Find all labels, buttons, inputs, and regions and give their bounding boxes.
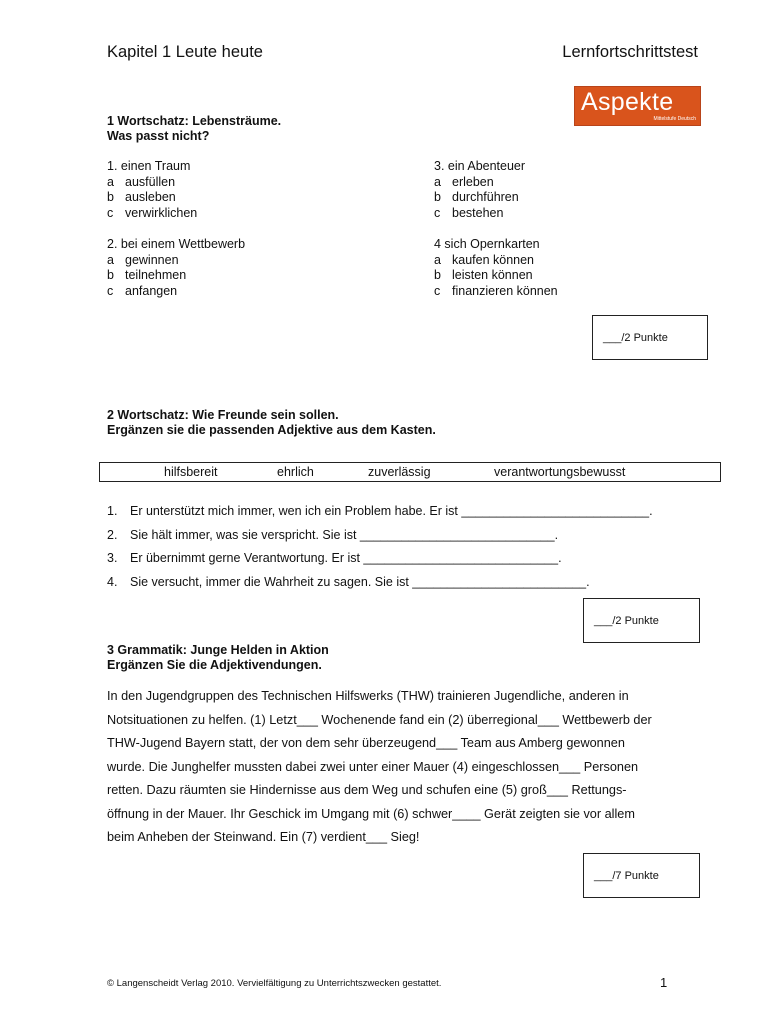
sentence-item[interactable]: 2. Sie hält immer, was sie verspricht. Sie ist ____________________________. — [107, 527, 559, 542]
points-box-section1 — [592, 315, 708, 360]
option-item[interactable]: a gewinnen — [107, 252, 179, 267]
section1-title — [107, 114, 281, 144]
points-label: ___/7 Punkte — [594, 869, 659, 882]
group-head: 1. einen Traum — [107, 159, 191, 173]
cloze-line: In den Jugendgruppen des Technischen Hilfswerks (THW) trainieren Jugendliche, anderen in — [107, 689, 629, 703]
option-item[interactable]: a kaufen können — [434, 252, 535, 267]
cloze-line: öffnung in der Mauer. Ihr Geschick im Umgang mit (6) schwer____ Gerät zeigten sie vor allem — [107, 806, 635, 821]
option-item[interactable]: b leisten können — [434, 268, 533, 283]
test-title: Lernfortschrittstest — [562, 43, 698, 61]
group-1 — [107, 159, 197, 221]
aspekte-logo — [574, 86, 701, 126]
cloze-line: retten. Dazu räumten sie Hindernisse aus dem Weg und schufen eine (5) groß___ Rettungs- — [107, 783, 627, 797]
points-box-section2 — [583, 598, 700, 643]
option-item[interactable]: a erleben — [434, 174, 494, 189]
option-item[interactable]: b durchführen — [434, 190, 519, 205]
cloze-line: THW-Jugend Bayern statt, der von dem sehr überzeugend___ Team aus Amberg gewonnen — [107, 736, 625, 750]
word-box-item: ehrlich — [277, 465, 314, 479]
cloze-line: beim Anheben der Steinwand. Ein (7) verdient___ Sieg! — [107, 830, 420, 844]
logo-subtitle: Mittelstufe Deutsch — [653, 116, 696, 122]
option-item[interactable]: c anfangen — [107, 283, 178, 298]
section3-title-line1: 3 Grammatik: Junge Helden in Aktion — [107, 643, 329, 657]
section3-title-line2: Ergänzen Sie die Adjektivendungen. — [107, 658, 322, 672]
section1-title-line1: 1 Wortschatz: Lebensträume. — [107, 114, 282, 128]
sentence-item[interactable]: 1. Er unterstützt mich immer, wen ich ein Problem habe. Er ist ___________________________. — [107, 504, 653, 518]
section2-title-line2: Ergänzen sie die passenden Adjektive aus dem Kasten. — [107, 423, 436, 437]
copyright-footer: © Langenscheidt Verlag 2010. Vervielfältigung zu Unterrichtszwecken gestattet. — [107, 978, 442, 989]
section2-title — [107, 408, 436, 438]
page-number: 1 — [660, 975, 668, 990]
sentence-list — [107, 500, 653, 594]
option-item[interactable]: c verwirklichen — [107, 205, 198, 220]
logo-word: Aspekte — [581, 88, 674, 116]
points-label: ___/2 Punkte — [594, 614, 659, 627]
option-item[interactable]: a ausfüllen — [107, 174, 176, 189]
option-item[interactable]: c bestehen — [434, 205, 504, 220]
word-box-item: verantwortungsbewusst — [494, 465, 626, 479]
points-box-section3 — [583, 853, 700, 898]
cloze-line: wurde. Die Junghelfer mussten dabei zwei unter einer Mauer (4) eingeschlossen___ Personen — [107, 759, 639, 774]
group-2 — [107, 237, 245, 299]
word-box-item: zuverlässig — [368, 465, 431, 479]
group-head: 2. bei einem Wettbewerb — [107, 237, 246, 251]
sentence-item[interactable]: 3. Er übernimmt gerne Verantwortung. Er ist ____________________________. — [107, 551, 562, 565]
group-head: 4 sich Opernkarten — [434, 237, 540, 251]
option-item[interactable]: b teilnehmen — [107, 268, 187, 283]
section1-title-line2: Was passt nicht? — [107, 129, 210, 143]
group-4 — [434, 237, 558, 299]
section3-title — [107, 643, 329, 673]
cloze-text — [107, 685, 717, 850]
group-head: 3. ein Abenteuer — [434, 159, 526, 173]
group-3 — [434, 159, 525, 221]
section2-title-line1: 2 Wortschatz: Wie Freunde sein sollen. — [107, 408, 339, 422]
word-box-item: hilfsbereit — [164, 465, 218, 479]
option-item[interactable]: c finanzieren können — [434, 283, 558, 298]
chapter-title: Kapitel 1 Leute heute — [107, 43, 263, 61]
option-item[interactable]: b ausleben — [107, 190, 176, 205]
word-box — [99, 462, 721, 482]
cloze-line: Notsituationen zu helfen. (1) Letzt___ Wochenende fand ein (2) überregional___ Wettbewerb der — [107, 712, 652, 727]
points-label: ___/2 Punkte — [603, 331, 668, 344]
sentence-item[interactable]: 4. Sie versucht, immer die Wahrheit zu sagen. Sie ist _________________________. — [107, 574, 590, 589]
